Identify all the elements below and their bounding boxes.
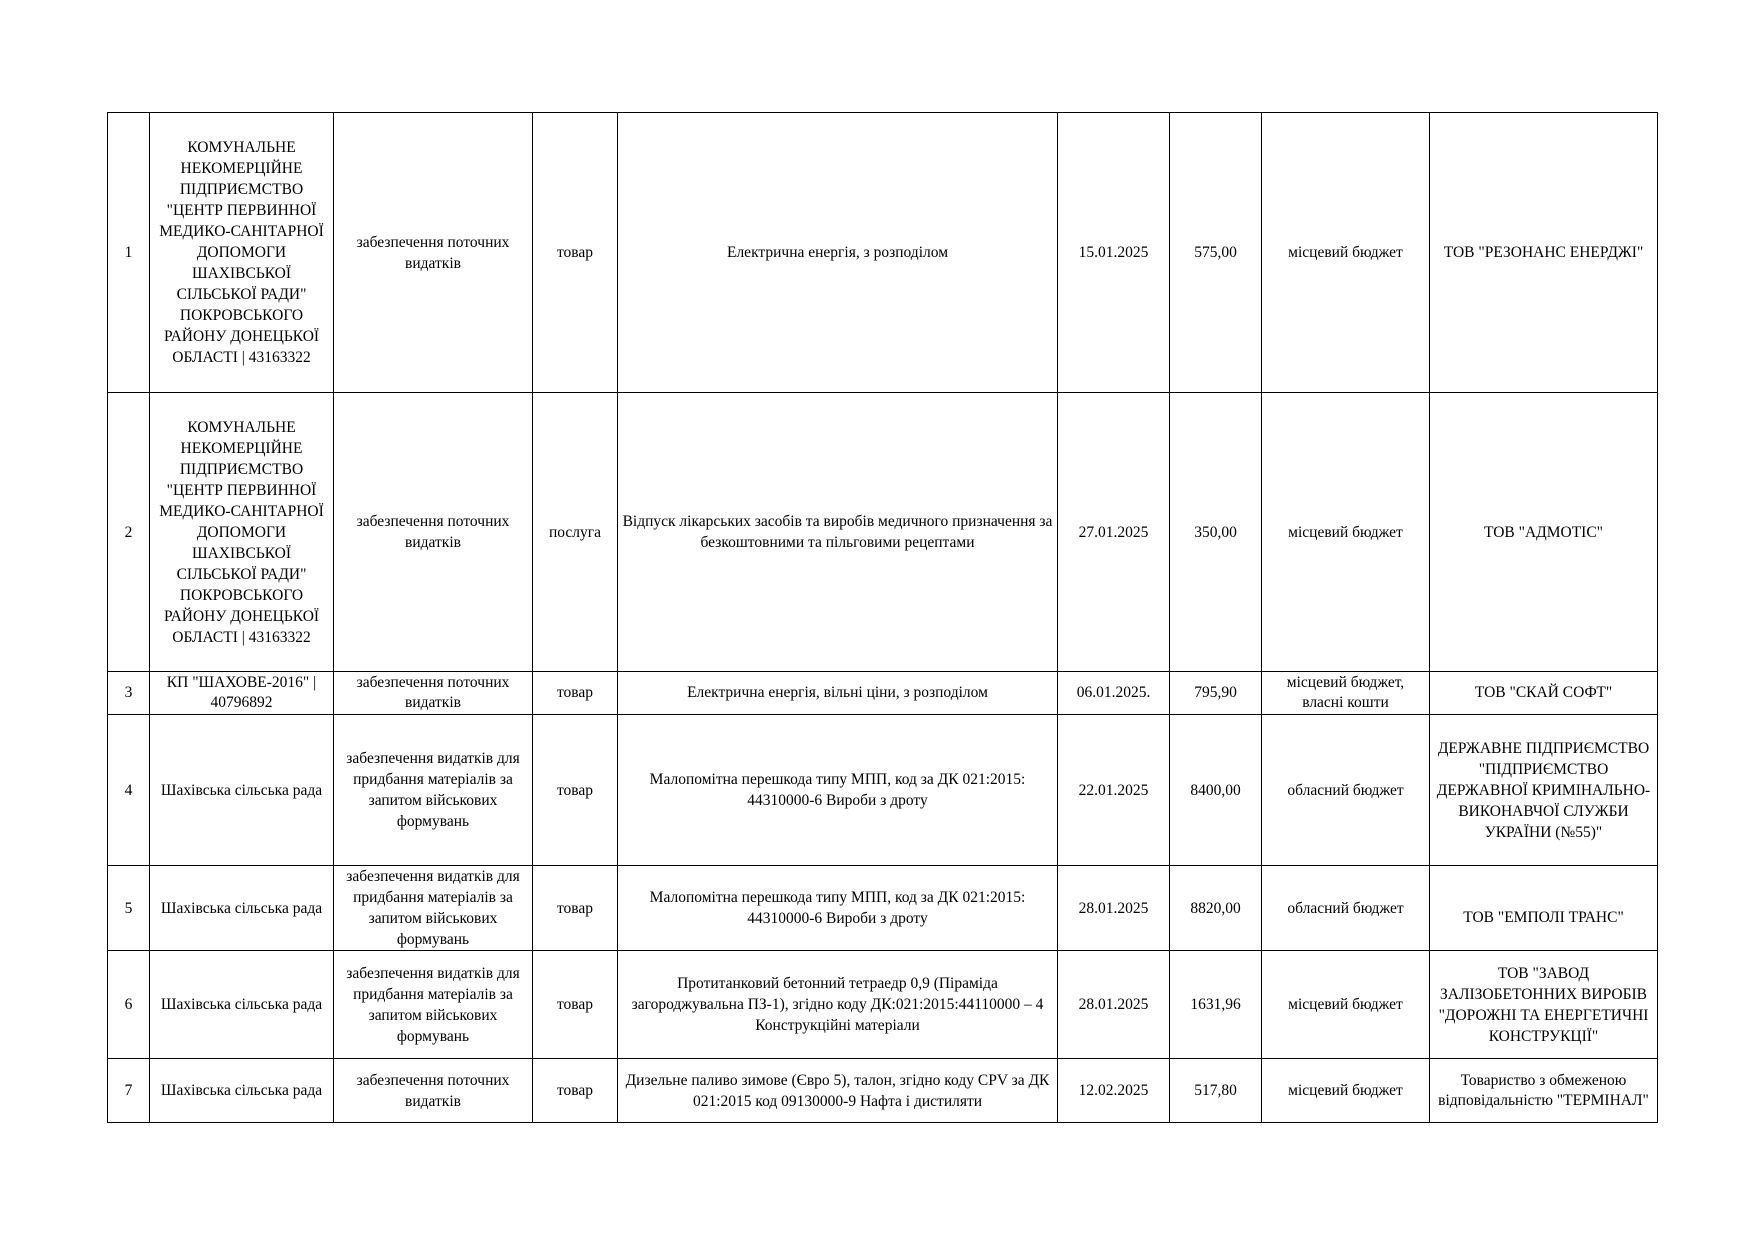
customer-cell: Шахівська сільська рада	[150, 951, 334, 1059]
subject-cell: Відпуск лікарських засобів та виробів медичного призначення за безкоштовними та пільговими рецептами	[618, 393, 1058, 672]
customer-cell: КП "ШАХОВЕ-2016" | 40796892	[150, 672, 334, 715]
customer-cell: Шахівська сільська рада	[150, 1059, 334, 1123]
date-cell: 28.01.2025	[1058, 951, 1170, 1059]
purpose-cell: забезпечення видатків для придбання матеріалів за запитом військових формувань	[334, 715, 533, 866]
purpose-cell: забезпечення поточних видатків	[334, 1059, 533, 1123]
funding-source-cell: місцевий бюджет	[1262, 393, 1430, 672]
customer-cell: Шахівська сільська рада	[150, 715, 334, 866]
supplier-cell: Товариство з обмеженою відповідальністю "ТЕРМІНАЛ"	[1430, 1059, 1658, 1123]
date-cell: 22.01.2025	[1058, 715, 1170, 866]
table-row	[108, 393, 1658, 672]
procurement-table	[107, 112, 1658, 1123]
subject-cell: Дизельне паливо зимове (Євро 5), талон, згідно коду CPV за ДК 021:2015 код 09130000-9 Нафта і дистиляти	[618, 1059, 1058, 1123]
subject-cell: Електрична енергія, з розподілом	[618, 113, 1058, 393]
supplier-cell: ТОВ "ЕМПОЛІ ТРАНС"	[1430, 866, 1658, 951]
row-number: 1	[108, 113, 150, 393]
amount-cell: 517,80	[1170, 1059, 1262, 1123]
subject-cell: Малопомітна перешкода типу МПП, код за ДК 021:2015: 44310000-6 Вироби з дроту	[618, 866, 1058, 951]
type-cell: послуга	[533, 393, 618, 672]
row-number: 3	[108, 672, 150, 715]
row-number: 2	[108, 393, 150, 672]
date-cell: 12.02.2025	[1058, 1059, 1170, 1123]
supplier-cell: ТОВ "ЗАВОД ЗАЛІЗОБЕТОННИХ ВИРОБІВ "ДОРОЖНІ ТА ЕНЕРГЕТИЧНІ КОНСТРУКЦІЇ"	[1430, 951, 1658, 1059]
amount-cell: 350,00	[1170, 393, 1262, 672]
type-cell: товар	[533, 951, 618, 1059]
date-cell: 28.01.2025	[1058, 866, 1170, 951]
amount-cell: 8400,00	[1170, 715, 1262, 866]
date-cell: 27.01.2025	[1058, 393, 1170, 672]
row-number: 4	[108, 715, 150, 866]
subject-cell: Електрична енергія, вільні ціни, з розподілом	[618, 672, 1058, 715]
amount-cell: 795,90	[1170, 672, 1262, 715]
table-row	[108, 951, 1658, 1059]
amount-cell: 8820,00	[1170, 866, 1262, 951]
funding-source-cell: місцевий бюджет	[1262, 1059, 1430, 1123]
customer-cell: Шахівська сільська рада	[150, 866, 334, 951]
type-cell: товар	[533, 715, 618, 866]
purpose-cell: забезпечення видатків для придбання матеріалів за запитом військових формувань	[334, 866, 533, 951]
type-cell: товар	[533, 866, 618, 951]
supplier-cell: ТОВ "РЕЗОНАНС ЕНЕРДЖІ"	[1430, 113, 1658, 393]
funding-source-cell: обласний бюджет	[1262, 715, 1430, 866]
row-number: 6	[108, 951, 150, 1059]
funding-source-cell: місцевий бюджет	[1262, 951, 1430, 1059]
table-row	[108, 715, 1658, 866]
date-cell: 06.01.2025.	[1058, 672, 1170, 715]
subject-cell: Малопомітна перешкода типу МПП, код за ДК 021:2015: 44310000-6 Вироби з дроту	[618, 715, 1058, 866]
customer-cell: КОМУНАЛЬНЕ НЕКОМЕРЦІЙНЕ ПІДПРИЄМСТВО "ЦЕНТР ПЕРВИННОЇ МЕДИКО-САНІТАРНОЇ ДОПОМОГИ ШАХІВСЬКОЇ СІЛЬСЬКОЇ РАДИ" ПОКРОВСЬКОГО РАЙОНУ ДОНЕЦЬКОЇ ОБЛАСТІ | 43163322	[150, 393, 334, 672]
type-cell: товар	[533, 672, 618, 715]
funding-source-cell: місцевий бюджет	[1262, 113, 1430, 393]
amount-cell: 575,00	[1170, 113, 1262, 393]
type-cell: товар	[533, 1059, 618, 1123]
funding-source-cell: місцевий бюджет, власні кошти	[1262, 672, 1430, 715]
purpose-cell: забезпечення поточних видатків	[334, 672, 533, 715]
row-number: 5	[108, 866, 150, 951]
amount-cell: 1631,96	[1170, 951, 1262, 1059]
purpose-cell: забезпечення видатків для придбання матеріалів за запитом військових формувань	[334, 951, 533, 1059]
row-number: 7	[108, 1059, 150, 1123]
table-row	[108, 672, 1658, 715]
customer-cell: КОМУНАЛЬНЕ НЕКОМЕРЦІЙНЕ ПІДПРИЄМСТВО "ЦЕНТР ПЕРВИННОЇ МЕДИКО-САНІТАРНОЇ ДОПОМОГИ ШАХІВСЬКОЇ СІЛЬСЬКОЇ РАДИ" ПОКРОВСЬКОГО РАЙОНУ ДОНЕЦЬКОЇ ОБЛАСТІ | 43163322	[150, 113, 334, 393]
table-row	[108, 113, 1658, 393]
supplier-cell: ДЕРЖАВНЕ ПІДПРИЄМСТВО "ПІДПРИЄМСТВО ДЕРЖАВНОЇ КРИМІНАЛЬНО-ВИКОНАВЧОЇ СЛУЖБИ УКРАЇНИ (№55)"	[1430, 715, 1658, 866]
type-cell: товар	[533, 113, 618, 393]
date-cell: 15.01.2025	[1058, 113, 1170, 393]
purpose-cell: забезпечення поточних видатків	[334, 393, 533, 672]
supplier-cell: ТОВ "АДМОТІС"	[1430, 393, 1658, 672]
purpose-cell: забезпечення поточних видатків	[334, 113, 533, 393]
table-row	[108, 1059, 1658, 1123]
subject-cell: Протитанковий бетонний тетраедр 0,9 (Піраміда загороджувальна ПЗ-1), згідно коду ДК:021:2015:44110000 – 4 Конструкційні матеріали	[618, 951, 1058, 1059]
supplier-cell: ТОВ "СКАЙ СОФТ"	[1430, 672, 1658, 715]
funding-source-cell: обласний бюджет	[1262, 866, 1430, 951]
table-row	[108, 866, 1658, 951]
